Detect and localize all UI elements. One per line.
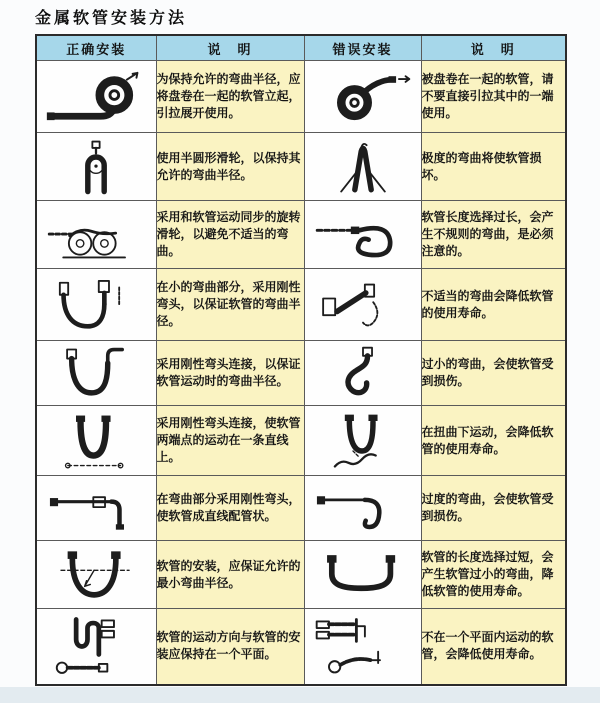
twisted-u-hose-icon bbox=[313, 410, 413, 472]
table-row bbox=[36, 541, 566, 609]
correct-illustration-cell bbox=[36, 269, 156, 341]
straight-run-rigid-elbow-icon bbox=[44, 480, 148, 536]
correct-description: 采用和软管运动同步的旋转滑轮，以避免不适当的弯曲。 bbox=[156, 201, 304, 269]
wrong-illustration-cell bbox=[304, 269, 421, 341]
improper-bend-fittings-icon bbox=[312, 274, 414, 336]
overlong-hose-irregular-loop-icon bbox=[311, 206, 415, 264]
table-row bbox=[36, 406, 566, 476]
header-description-2: 说 明 bbox=[421, 35, 566, 61]
header-row bbox=[36, 35, 566, 61]
short-hose-flat-u-icon bbox=[311, 545, 415, 605]
wrong-description: 不适当的弯曲会降低软管的使用寿命。 bbox=[421, 269, 566, 341]
correct-description: 在弯曲部分采用刚性弯头，使软管成直线配管状。 bbox=[156, 476, 304, 541]
coil-pulled-from-end-icon bbox=[311, 67, 415, 127]
header-wrong-install: 错误安装 bbox=[304, 35, 421, 61]
wrong-description: 软管长度选择过长，会产生不规则的弯曲，是必须注意的。 bbox=[421, 201, 566, 269]
synchronized-rotating-pulleys-icon bbox=[43, 206, 149, 264]
wrong-description: 软管的长度选择过短，会产生软管过小的弯曲，降低软管的使用寿命。 bbox=[421, 541, 566, 609]
wrong-illustration-cell bbox=[304, 406, 421, 476]
correct-illustration-cell bbox=[36, 406, 156, 476]
header-description-1: 说 明 bbox=[156, 35, 304, 61]
semicircular-pulley-hose-icon bbox=[46, 138, 146, 196]
out-of-plane-motion-hoses-icon bbox=[311, 613, 415, 679]
wrong-illustration-cell bbox=[304, 476, 421, 541]
correct-description: 采用刚性弯头连接，使软管两端点的运动在一条直线上。 bbox=[156, 406, 304, 476]
correct-illustration-cell bbox=[36, 201, 156, 269]
rigid-elbow-small-bend-icon bbox=[45, 274, 147, 336]
table-row bbox=[36, 476, 566, 541]
correct-illustration-cell bbox=[36, 61, 156, 133]
too-small-bend-hook-icon bbox=[313, 345, 413, 401]
page-title: 金属软管安装方法 bbox=[35, 8, 188, 27]
wrong-illustration-cell bbox=[304, 341, 421, 406]
wrong-description: 不在一个平面内运动的软管，会降低使用寿命。 bbox=[421, 609, 566, 685]
correct-illustration-cell bbox=[36, 476, 156, 541]
wrong-illustration-cell bbox=[304, 541, 421, 609]
aligned-u-hose-icon bbox=[46, 410, 146, 472]
table-row bbox=[36, 61, 566, 133]
correct-description: 为保持允许的弯曲半径，应将盘卷在一起的软管立起，引拉展开使用。 bbox=[156, 61, 304, 133]
table-row bbox=[36, 133, 566, 201]
wrong-illustration-cell bbox=[304, 133, 421, 201]
wrong-illustration-cell bbox=[304, 609, 421, 685]
upright-coil-unrolled-hose-icon bbox=[43, 67, 149, 127]
wrong-description: 在扭曲下运动，会降低软管的使用寿命。 bbox=[421, 406, 566, 476]
minimum-bend-radius-u-icon bbox=[44, 545, 148, 605]
correct-illustration-cell bbox=[36, 341, 156, 406]
correct-illustration-cell bbox=[36, 609, 156, 685]
table-row bbox=[36, 269, 566, 341]
rigid-elbow-u-loop-icon bbox=[46, 345, 146, 401]
page-bottom-band bbox=[0, 687, 600, 703]
correct-description: 采用刚性弯头连接，以保证软管运动时的弯曲半径。 bbox=[156, 341, 304, 406]
wrong-description: 被盘卷在一起的软管，请不要直接引拉其中的一端使用。 bbox=[421, 61, 566, 133]
excessive-end-bend-icon bbox=[311, 480, 415, 536]
wrong-description: 过度的弯曲，会使软管受到损伤。 bbox=[421, 476, 566, 541]
correct-illustration-cell bbox=[36, 133, 156, 201]
correct-description: 使用半圆形滑轮，以保持其允许的弯曲半径。 bbox=[156, 133, 304, 201]
table-row bbox=[36, 341, 566, 406]
wrong-description: 过小的弯曲，会使软管受到损伤。 bbox=[421, 341, 566, 406]
table-row bbox=[36, 609, 566, 685]
correct-description: 软管的安装，应保证允许的最小弯曲半径。 bbox=[156, 541, 304, 609]
correct-description: 在小的弯曲部分，采用刚性弯头，以保证软管的弯曲半径。 bbox=[156, 269, 304, 341]
correct-illustration-cell bbox=[36, 541, 156, 609]
wrong-description: 极度的弯曲将使软管损坏。 bbox=[421, 133, 566, 201]
extreme-sharp-bend-icon bbox=[313, 138, 413, 196]
wrong-illustration-cell bbox=[304, 61, 421, 133]
correct-description: 软管的运动方向与软管的安装应保持在一个平面。 bbox=[156, 609, 304, 685]
wrong-illustration-cell bbox=[304, 201, 421, 269]
installation-guide-table bbox=[35, 34, 567, 686]
header-correct-install: 正确安装 bbox=[36, 35, 156, 61]
table-row bbox=[36, 201, 566, 269]
in-plane-s-trap-hose-icon bbox=[44, 613, 148, 679]
